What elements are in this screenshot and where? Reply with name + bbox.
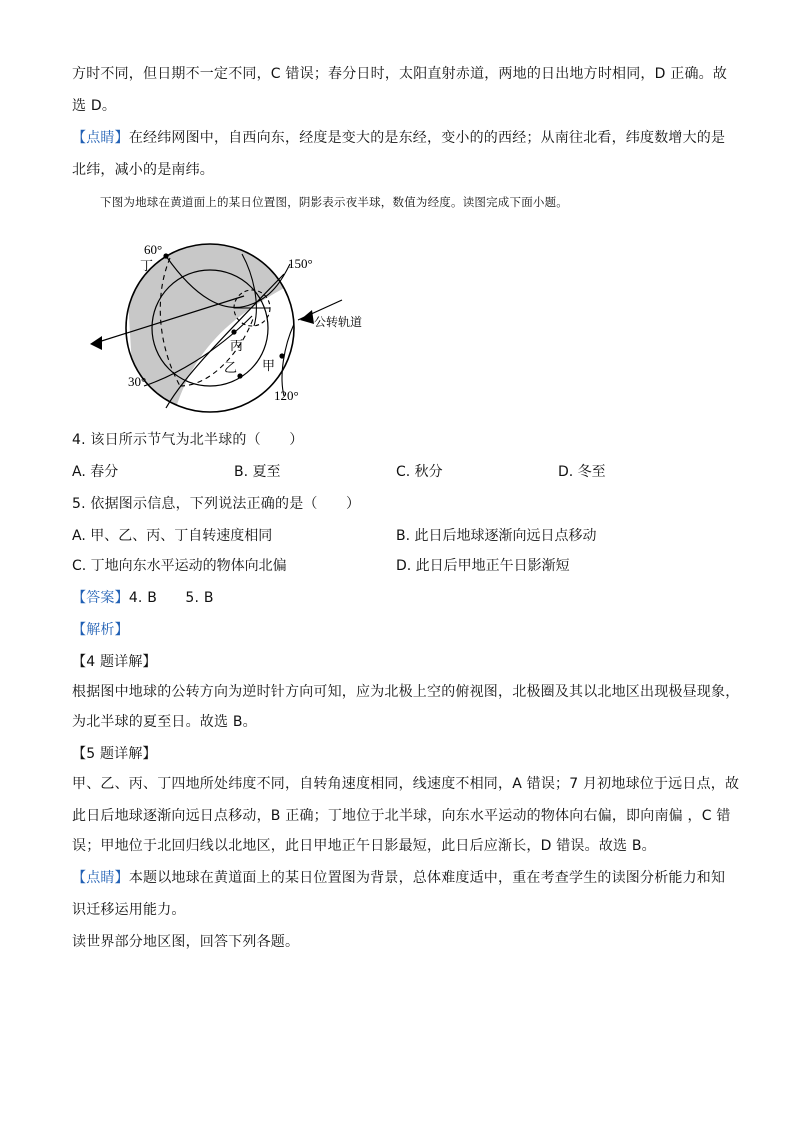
text-line: 方时不同，但日期不一定不同，C 错误；春分日时，太阳直射赤道，两地的日出地方时相同，D 正确。故: [72, 66, 728, 82]
q4-option-c: C. 秋分: [396, 464, 443, 480]
point-jia-dot: [279, 353, 284, 358]
label-orbit: 公转轨道: [314, 315, 363, 329]
q5-option-d: D. 此日后甲地正午日影渐短: [396, 558, 570, 574]
summary-tag: 【点睛】: [72, 870, 129, 886]
q5-option-c: C. 丁地向东水平运动的物体向北偏: [72, 558, 287, 574]
label-lon-60: 60°: [144, 242, 163, 257]
q4-option-d: D. 冬至: [558, 464, 606, 480]
answer-tag: 【答案】: [72, 590, 129, 606]
detail5-tag: 【5 题详解】: [72, 746, 157, 762]
tip-text: 在经纬网图中，自西向东，经度是变大的是东经，变小的的西经；从南往北看，纬度数增大的是: [128, 130, 726, 146]
text-line: 选 D。: [72, 98, 117, 114]
point-bing-dot: [231, 329, 236, 334]
label-yi: 乙: [224, 361, 238, 376]
summary-line: [72, 868, 725, 888]
analysis-tag: 【解析】: [72, 622, 129, 638]
text-line: 根据图中地球的公转方向为逆时针方向可知，应为北极上空的俯视图，北极圈及其以北地区出现极昼现象，: [72, 684, 740, 700]
q5-option-a: A. 甲、乙、丙、丁自转速度相同: [72, 528, 273, 544]
question-5-stem: 5. 依据图示信息，下列说法正确的是（ ）: [72, 496, 361, 512]
text-line: 此日后地球逐渐向远日点移动，B 正确；丁地位于北半球，向东水平运动的物体向右偏，即向南偏 ，C 错: [72, 808, 731, 824]
label-ding: 丁: [140, 259, 154, 274]
tip-tag: 【点睛】: [72, 130, 129, 146]
figure-intro: 下图为地球在黄道面上的某日位置图，阴影表示夜半球，数值为经度。读图完成下面小题。: [100, 195, 568, 209]
arrow-left-icon: [90, 336, 102, 350]
point-ding-dot: [163, 253, 168, 258]
q5-option-b: B. 此日后地球逐渐向远日点移动: [396, 528, 597, 544]
detail4-tag: 【4 题详解】: [72, 654, 157, 670]
arrow-orbit-icon: [300, 310, 314, 324]
answer-text: 4. B 5. B: [128, 590, 214, 606]
earth-orbit-figure: [84, 236, 374, 416]
question-4-stem: 4. 该日所示节气为北半球的（ ）: [72, 432, 304, 448]
summary-text: 本题以地球在黄道面上的某日位置图为背景，总体难度适中，重在考查学生的读图分析能力和知: [128, 870, 726, 886]
q4-option-a: A. 春分: [72, 464, 119, 480]
text-line: 误；甲地位于北回归线以北地区，此日甲地正午日影最短，此日后应渐长，D 错误。故选 B。: [72, 838, 656, 854]
text-line: 甲、乙、丙、丁四地所处纬度不同，自转角速度相同，线速度不相同，A 错误；7 月初地球位于远日点，故: [72, 776, 740, 792]
text-line: [72, 128, 725, 148]
label-jia: 甲: [262, 359, 276, 374]
label-lon-150: 150°: [288, 256, 313, 271]
label-lon-120: 120°: [274, 388, 299, 403]
text-line: 读世界部分地区图，回答下列各题。: [72, 934, 300, 950]
point-yi-dot: [237, 373, 242, 378]
text-line: 为北半球的夏至日。故选 B。: [72, 714, 257, 730]
answer-line: [72, 588, 214, 608]
q4-option-b: B. 夏至: [234, 464, 281, 480]
text-line: 北纬，减小的是南纬。: [72, 162, 214, 178]
label-lon-30: 30°: [128, 374, 147, 389]
text-line: 识迁移运用能力。: [72, 902, 186, 918]
label-bing: 丙: [230, 339, 244, 354]
